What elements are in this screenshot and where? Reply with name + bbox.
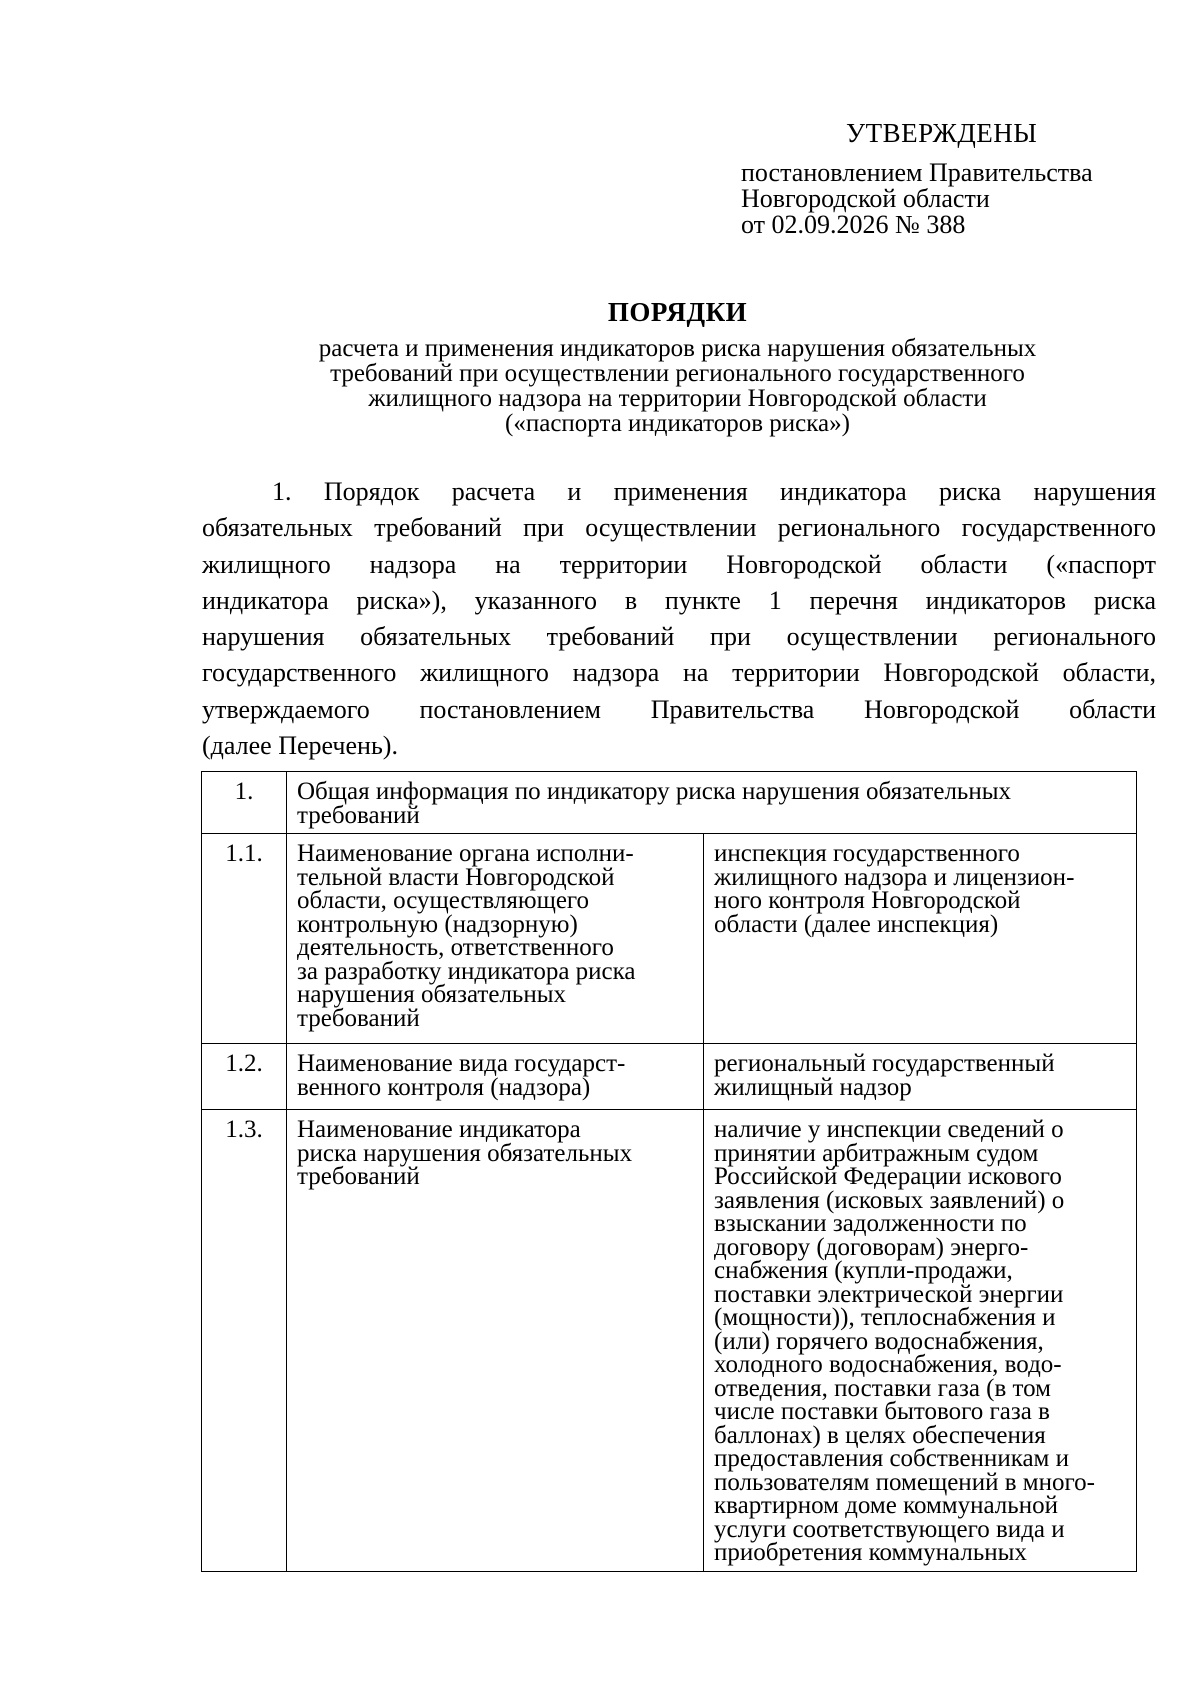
- approval-title: УТВЕРЖДЕНЫ: [846, 118, 1038, 148]
- cell-line: взыскании задолженности по: [714, 1210, 1027, 1237]
- subtitle-line: расчета и применения индикаторов риска нарушения обязательных: [318, 335, 1037, 362]
- subtitle-line: («паспорта индикаторов риска»): [505, 410, 850, 437]
- cell-line: пользователям помещений в много-: [714, 1468, 1095, 1496]
- cell-line: контрольную (надзорную): [297, 910, 578, 938]
- cell-line: жилищного надзора и лицензион-: [714, 863, 1075, 891]
- cell-line: Наименование индикатора: [297, 1116, 581, 1143]
- approval-block: [741, 120, 1161, 238]
- paragraph-line: 1. Порядок расчета и применения индикатора риска нарушения: [272, 477, 1156, 506]
- value-cell: [704, 834, 1137, 1044]
- cell-line: наличие у инспекции сведений о: [714, 1116, 1064, 1143]
- cell-line: нарушения обязательных: [297, 981, 566, 1008]
- cell-line: услуги соответствующего вида и: [714, 1515, 1065, 1543]
- approval-line: от 02.09.2026 № 388: [741, 210, 966, 239]
- label-cell: [287, 1110, 704, 1572]
- row-number: 1.1.: [202, 834, 287, 1044]
- paragraph-line: жилищного надзора на территории Новгородской области («паспорт: [202, 549, 1156, 579]
- table-row: [202, 1044, 1137, 1110]
- cell-line: за разработку индикатора риска: [297, 957, 636, 985]
- header-cell: [287, 772, 1137, 834]
- cell-line: деятельность, ответственного: [297, 934, 614, 961]
- approval-line: Новгородской области: [741, 184, 990, 213]
- subtitle-line: жилищного надзора на территории Новгородской области: [368, 385, 987, 412]
- paragraph-line: нарушения обязательных требований при осуществлении регионального: [202, 622, 1156, 652]
- cell-line: договору (договорам) энерго-: [714, 1233, 1029, 1261]
- cell-line: холодного водоснабжения, водо-: [714, 1351, 1062, 1378]
- cell-line: приобретения коммунальных: [714, 1539, 1027, 1566]
- cell-line: Российской Федерации искового: [714, 1163, 1062, 1190]
- cell-line: (мощности)), теплоснабжения и: [714, 1304, 1056, 1331]
- cell-line: требований: [297, 1163, 420, 1190]
- paragraph-line: государственного жилищного надзора на территории Новгородской области,: [202, 658, 1156, 688]
- cell-line: требований: [297, 801, 420, 829]
- paragraph-line: утверждаемого постановлением Правительства Новгородской области: [202, 694, 1156, 724]
- cell-line: ного контроля Новгородской: [714, 887, 1021, 914]
- document-subtitle: [200, 336, 1155, 436]
- table-row: [202, 1110, 1137, 1572]
- cell-line: (или) горячего водоснабжения,: [714, 1327, 1044, 1355]
- risk-indicator-table: [201, 771, 1137, 1572]
- cell-line: венного контроля (надзора): [297, 1073, 591, 1101]
- row-number: 1.2.: [202, 1044, 287, 1110]
- cell-line: заявления (исковых заявлений) о: [714, 1186, 1065, 1214]
- label-cell: [287, 834, 704, 1044]
- cell-line: жилищный надзор: [714, 1073, 912, 1101]
- body-paragraph: [202, 474, 1156, 764]
- table-row: [202, 834, 1137, 1044]
- cell-line: числе поставки бытового газа в: [714, 1398, 1050, 1425]
- cell-line: области, осуществляющего: [297, 887, 590, 914]
- cell-line: области (далее инспекция): [714, 910, 999, 938]
- cell-line: Общая информация по индикатору риска нарушения обязательных: [297, 778, 1012, 805]
- cell-line: Наименование вида государст-: [297, 1050, 626, 1077]
- row-number: 1.: [202, 772, 287, 834]
- cell-line: риска нарушения обязательных: [297, 1139, 633, 1167]
- cell-line: квартирном доме коммунальной: [714, 1492, 1058, 1519]
- cell-line: требований: [297, 1004, 420, 1032]
- paragraph-line: обязательных требований при осуществлении регионального государственного: [202, 513, 1156, 543]
- cell-line: снабжения (купли-продажи,: [714, 1257, 1013, 1284]
- document-title: ПОРЯДКИ: [607, 297, 748, 327]
- label-cell: [287, 1044, 704, 1110]
- paragraph-line: индикатора риска»), указанного в пункте 1 перечня индикаторов риска: [202, 585, 1156, 615]
- paragraph-line: (далее Перечень).: [202, 731, 398, 761]
- cell-line: инспекция государственного: [714, 840, 1020, 867]
- subtitle-line: требований при осуществлении регионального государственного: [330, 360, 1025, 387]
- cell-line: поставки электрической энергии: [714, 1280, 1064, 1308]
- cell-line: предоставления собственникам и: [714, 1445, 1070, 1472]
- table-header-row: [202, 772, 1137, 834]
- approval-line: постановлением Правительства: [741, 158, 1093, 187]
- cell-line: баллонах) в целях обеспечения: [714, 1421, 1046, 1449]
- value-cell: [704, 1110, 1137, 1572]
- cell-line: региональный государственный: [714, 1050, 1055, 1077]
- value-cell: [704, 1044, 1137, 1110]
- cell-line: принятии арбитражным судом: [714, 1139, 1039, 1167]
- row-number: 1.3.: [202, 1110, 287, 1572]
- cell-line: тельной власти Новгородской: [297, 863, 615, 891]
- cell-line: Наименование органа исполни-: [297, 840, 634, 867]
- cell-line: отведения, поставки газа (в том: [714, 1374, 1051, 1402]
